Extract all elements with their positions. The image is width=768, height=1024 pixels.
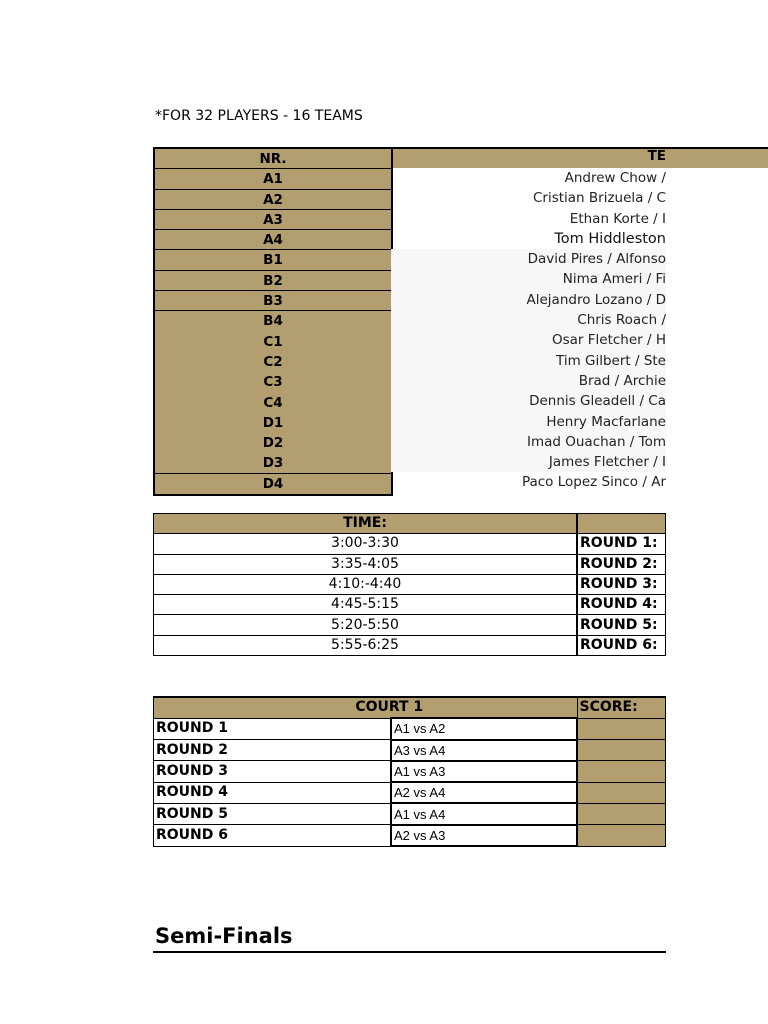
- team-nr-cell: B4: [263, 313, 283, 330]
- team-name-cell: [391, 168, 666, 188]
- team-nr-cell: D3: [155, 453, 391, 473]
- team-name-text: Nima Ameri / Fi: [562, 271, 666, 288]
- team-name-cell: [391, 391, 666, 411]
- court-round-label: ROUND 6: [154, 825, 392, 846]
- team-nr-cell: D4: [262, 475, 284, 492]
- team-name-cell: [391, 229, 666, 249]
- team-nr-cell: A2: [155, 190, 391, 210]
- team-name-cell: [391, 472, 666, 492]
- match-cell: A2 vs A3: [391, 825, 577, 846]
- time-row: [154, 574, 666, 594]
- match-cell: A1 vs A2: [391, 718, 577, 739]
- team-name-text: Paco Lopez Sinco / Ar: [521, 474, 666, 491]
- team-name-text: Imad Ouachan / Tom: [526, 433, 666, 450]
- score-cell: [577, 740, 666, 761]
- court-row: [154, 761, 666, 782]
- nr-header: NR.: [155, 149, 391, 169]
- time-row: [154, 615, 666, 635]
- score-cell: [577, 718, 666, 739]
- team-name-cell: [391, 351, 666, 371]
- court-row: [154, 782, 666, 803]
- team-name-text: Dennis Gleadell / Ca: [529, 393, 666, 410]
- team-header: TE: [647, 148, 666, 164]
- round-label: ROUND 6:: [577, 635, 666, 655]
- round-label: ROUND 3:: [577, 574, 666, 594]
- team-nr-cell: B1: [155, 250, 391, 270]
- round-label: ROUND 1:: [577, 534, 666, 554]
- team-name-cell: [391, 290, 666, 310]
- team-name-cell: [391, 330, 666, 350]
- time-header: TIME:: [154, 514, 578, 534]
- team-name-text: Andrew Chow /: [564, 170, 666, 186]
- team-name-cell: [391, 209, 666, 229]
- time-slot: 4:10:-4:40: [154, 574, 578, 594]
- team-name-text: Tom Hiddleston: [554, 230, 666, 247]
- round-header-blank: [577, 514, 666, 534]
- time-slot: 4:45-5:15: [154, 595, 578, 615]
- team-nr-cell: C4: [263, 394, 283, 411]
- team-nr-cell: A4: [155, 230, 391, 250]
- time-row: [154, 554, 666, 574]
- court-table: [153, 696, 666, 847]
- court-row: [154, 825, 666, 846]
- time-row: [154, 534, 666, 554]
- team-name-text: James Fletcher / I: [548, 454, 666, 471]
- score-cell: [577, 825, 666, 846]
- court-round-label: ROUND 2: [154, 740, 392, 761]
- team-nr-cell: D2: [262, 435, 284, 452]
- round-label: ROUND 4:: [577, 595, 666, 615]
- court-round-label: ROUND 5: [154, 803, 392, 824]
- time-slot: 3:00-3:30: [154, 534, 578, 554]
- team-name-text: Ethan Korte / I: [569, 210, 666, 227]
- court-round-label: ROUND 4: [154, 782, 392, 803]
- team-name-text: Cristian Brizuela / C: [532, 190, 666, 207]
- team-name-text: Tim Gilbert / Ste: [555, 352, 666, 369]
- match-cell: A2 vs A4: [391, 782, 577, 803]
- nr-column: [153, 147, 393, 496]
- court-round-label: ROUND 3: [154, 761, 392, 782]
- match-cell: A1 vs A4: [391, 803, 577, 824]
- court-row: [154, 718, 666, 739]
- team-name-text: Henry Macfarlane: [546, 413, 666, 430]
- divider: [153, 951, 666, 953]
- players-note: *FOR 32 PLAYERS - 16 TEAMS: [155, 108, 363, 124]
- team-name-cell: [391, 452, 666, 472]
- team-nr-cell: C2: [263, 353, 283, 370]
- team-names-column: [391, 168, 666, 493]
- score-cell: [577, 761, 666, 782]
- time-slot: 5:20-5:50: [154, 615, 578, 635]
- team-name-text: Alejandro Lozano / D: [526, 291, 666, 308]
- team-name-cell: [391, 188, 666, 208]
- team-name-cell: [391, 249, 666, 269]
- match-cell: A3 vs A4: [391, 740, 577, 761]
- time-row: [154, 635, 666, 655]
- team-nr-cell: B2: [155, 271, 391, 291]
- team-name-text: Chris Roach /: [577, 312, 666, 329]
- team-name-text: David Pires / Alfonso: [527, 251, 666, 268]
- team-nr-cell: A3: [155, 210, 391, 230]
- court-row: [154, 740, 666, 761]
- team-name-cell: [391, 412, 666, 432]
- score-cell: [577, 782, 666, 803]
- team-name-cell: [391, 269, 666, 289]
- court-round-label: ROUND 1: [154, 718, 392, 739]
- time-table: [153, 513, 666, 656]
- team-nr-cell: B3: [155, 291, 391, 311]
- time-row: [154, 595, 666, 615]
- team-nr-cell: D1: [262, 414, 284, 431]
- round-label: ROUND 2:: [577, 554, 666, 574]
- team-nr-cell: C1: [263, 333, 283, 350]
- semi-finals-title: Semi-Finals: [155, 924, 293, 948]
- round-label: ROUND 5:: [577, 615, 666, 635]
- team-name-cell: [391, 371, 666, 391]
- team-nr-cell: A1: [155, 169, 391, 189]
- team-name-cell: [391, 432, 666, 452]
- court-row: [154, 803, 666, 824]
- team-name-text: Brad / Archie: [578, 372, 666, 389]
- score-header: SCORE:: [577, 697, 666, 718]
- match-cell: A1 vs A3: [391, 761, 577, 782]
- court-header: COURT 1: [154, 697, 578, 718]
- time-slot: 3:35-4:05: [154, 554, 578, 574]
- team-name-cell: [391, 310, 666, 330]
- time-slot: 5:55-6:25: [154, 635, 578, 655]
- team-nr-cell: C3: [263, 374, 283, 391]
- score-cell: [577, 803, 666, 824]
- team-name-text: Osar Fletcher / H: [551, 332, 666, 349]
